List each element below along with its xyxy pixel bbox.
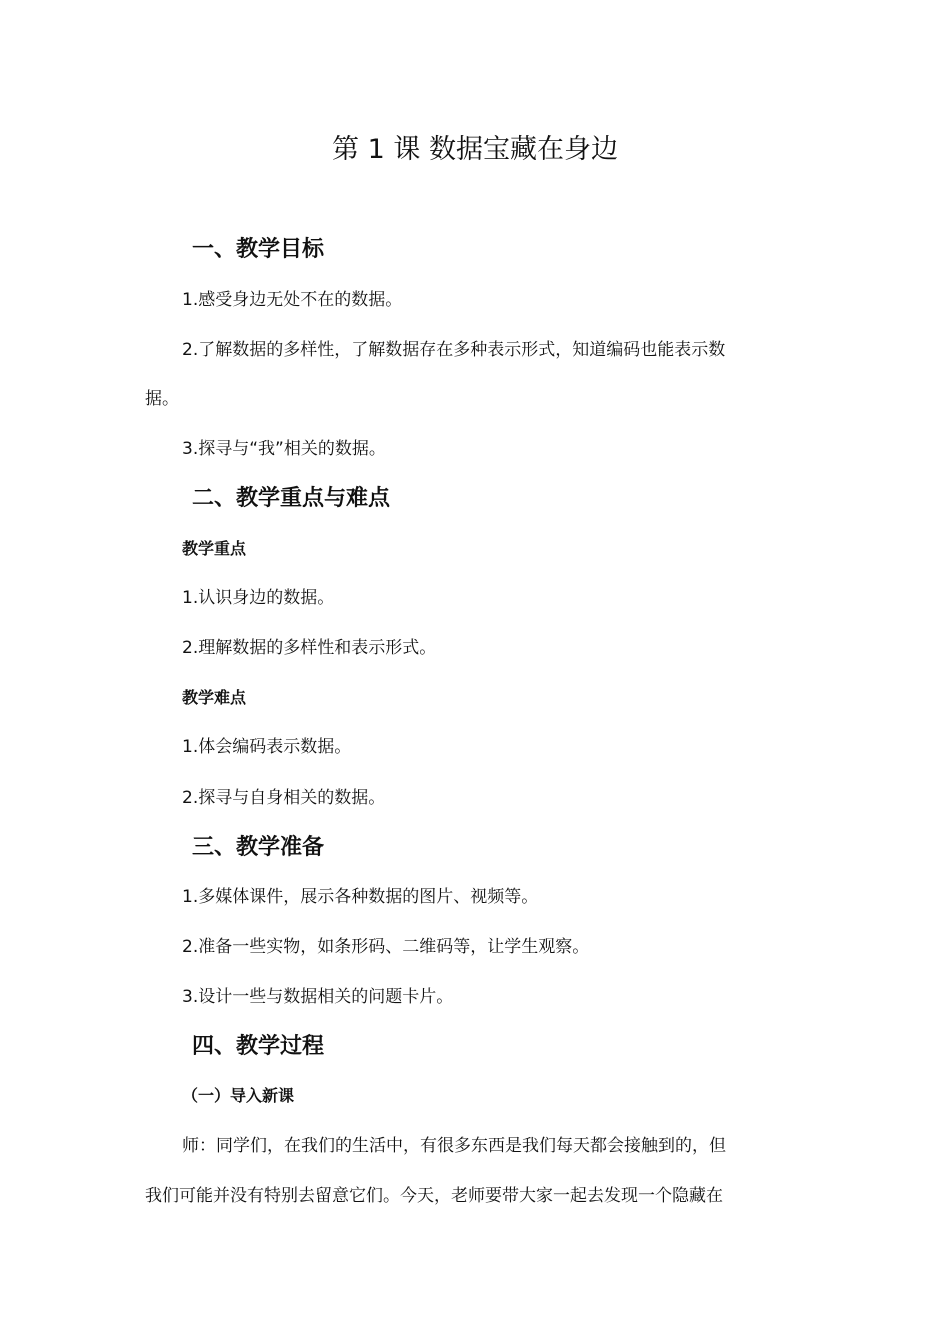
process-paragraph-line-2: 我们可能并没有特别去留意它们。今天，老师要带大家一起去发现一个隐藏在	[145, 1186, 723, 1206]
section-heading-key-points: 二、教学重点与难点	[192, 486, 391, 511]
goal-item-3: 3.探寻与“我”相关的数据。	[182, 439, 386, 459]
difficulty-item-1: 1.体会编码表示数据。	[182, 737, 352, 757]
goal-item-2-line-2: 据。	[145, 389, 179, 409]
difficulty-item-2: 2.探寻与自身相关的数据。	[182, 788, 386, 808]
preparation-item-1: 1.多媒体课件，展示各种数据的图片、视频等。	[182, 887, 539, 907]
preparation-item-3: 3.设计一些与数据相关的问题卡片。	[182, 987, 454, 1007]
section-heading-goals: 一、教学目标	[192, 237, 325, 262]
focus-item-2: 2.理解数据的多样性和表示形式。	[182, 638, 437, 658]
process-paragraph-line-1: 师：同学们，在我们的生活中，有很多东西是我们每天都会接触到的，但	[182, 1136, 726, 1156]
goal-item-2-line-1: 2.了解数据的多样性，了解数据存在多种表示形式，知道编码也能表示数	[182, 340, 726, 360]
subheading-focus: 教学重点	[182, 539, 247, 558]
focus-item-1: 1.认识身边的数据。	[182, 588, 335, 608]
goal-item-1: 1.感受身边无处不在的数据。	[182, 290, 403, 310]
section-heading-process: 四、教学过程	[192, 1034, 325, 1059]
preparation-item-2: 2.准备一些实物，如条形码、二维码等，让学生观察。	[182, 937, 590, 957]
subheading-difficulty: 教学难点	[182, 688, 247, 707]
section-heading-preparation: 三、教学准备	[192, 835, 325, 860]
document-title: 第 1 课 数据宝藏在身边	[332, 134, 618, 165]
subheading-intro: （一）导入新课	[182, 1086, 295, 1105]
